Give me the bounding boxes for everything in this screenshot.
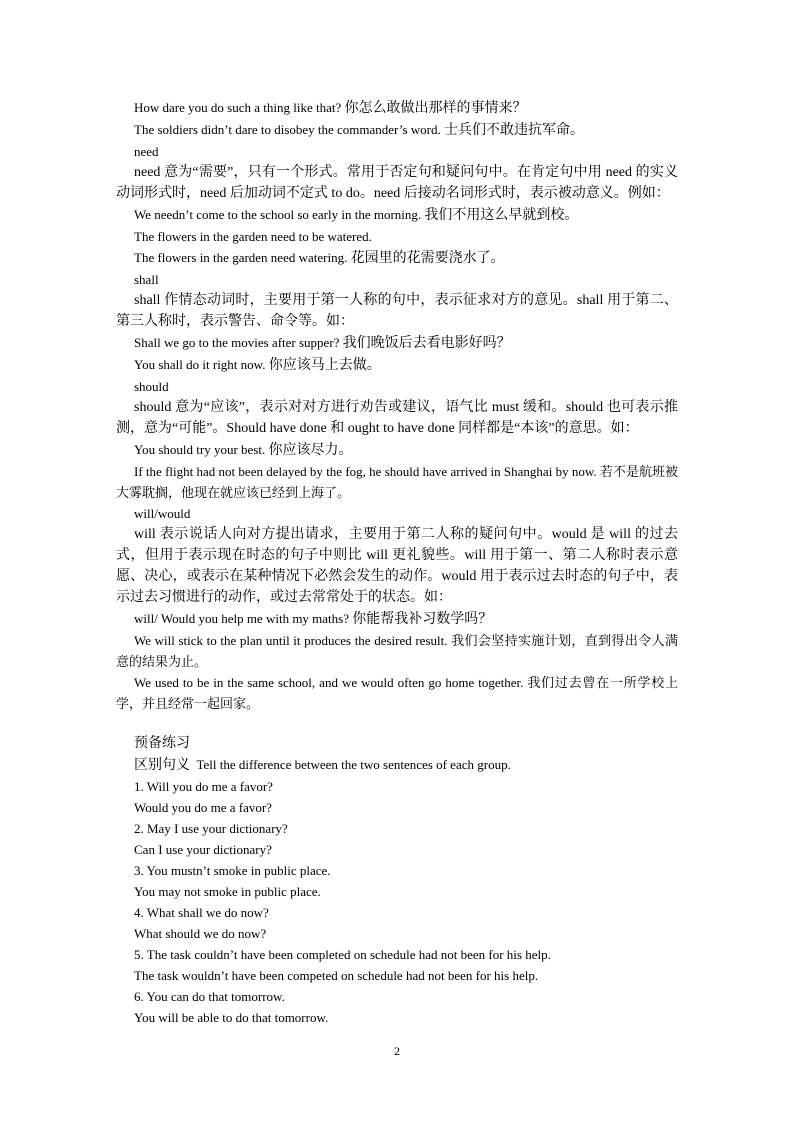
example-english: The soldiers didn’t dare to disobey the commander’s word. (134, 122, 441, 137)
page-content (116, 97, 678, 1028)
need-explanation: need 意为“需要”，只有一个形式。常用于否定句和疑问句中。在肯定句中用 need 的实义动词形式时，need 后加动词不定式 to do。need 后接动名词形式时，表示被动意义。例如： (116, 165, 678, 201)
instruction-chinese: 区别句义 (134, 758, 190, 773)
exercise-item: 1. Will you do me a favor? (134, 779, 273, 794)
exercise-item: 5. The task couldn’t have been completed on schedule had not been for his help. (134, 947, 551, 962)
shall-explanation: shall 作情态动词时，主要用于第一人称的句中，表示征求对方的意见。shall 用于第二、第三人称时，表示警告、命令等。如： (116, 293, 678, 329)
example-english: How dare you do such a thing like that? (134, 100, 342, 115)
exercise-instruction (116, 754, 678, 776)
example-line (116, 119, 678, 141)
example-line (116, 226, 678, 247)
example-english: Shall we go to the movies after supper? (134, 335, 340, 350)
should-explanation: should 意为“应该”，表示对对方进行劝告或建议，语气比 must 缓和。should 也可表示推测，意为“可能”。Should have done 和 ought to have done 同样都是“本该”的意思。如： (116, 400, 678, 436)
example-line (116, 439, 678, 461)
example-line (116, 354, 678, 376)
exercise-item: You may not smoke in public place. (134, 884, 321, 899)
exercise-item: The task wouldn’t have been competed on schedule had not been for his help. (134, 968, 539, 983)
example-english: You should try your best. (134, 442, 266, 457)
will-would-long-example: We used to be in the same school, and we would often go home together. 我们过去曾在一所学校上学，并且经常一起回家。 (116, 675, 678, 711)
should-long-example: If the flight had not been delayed by the fog, he should have arrived in Shanghai by now. 若不是航班被大雾耽搁，他现在就应该已经到上海了。 (116, 464, 678, 500)
example-line (116, 608, 678, 630)
example-chinese: 你能帮我补习数学吗？ (352, 612, 493, 627)
example-line (116, 97, 678, 119)
example-chinese: 花园里的花需要浇水了。 (350, 251, 505, 266)
section-heading-will-would: will/would (134, 506, 191, 521)
example-chinese: 我们晚饭后去看电影好吗？ (342, 336, 511, 351)
exercise-item: Can I use your dictionary? (134, 842, 272, 857)
will-would-explanation: will 表示说话人向对方提出请求，主要用于第二人称的疑问句中。would 是 will 的过去式，但用于表示现在时态的句子中则比 will 更礼貌些。will 用于第一、第二人称时表示意愿、决心，或表示在某种情况下必然会发生的动作。would 用于表示过去时态的句子中，表示过去习惯进行的动作，或过去常常处于的状态。如： (116, 527, 678, 605)
exercise-item: You will be able to do that tomorrow. (134, 1010, 329, 1025)
exercise-item: 2. May I use your dictionary? (134, 821, 288, 836)
example-english: will/ Would you help me with my maths? (134, 611, 350, 626)
section-heading-shall: shall (134, 272, 159, 287)
exercise-item: 4. What shall we do now? (134, 905, 269, 920)
instruction-english: Tell the difference between the two sentences of each group. (196, 757, 511, 772)
example-chinese: 你应该尽力。 (268, 443, 353, 458)
exercise-item: Would you do me a favor? (134, 800, 272, 815)
exercise-item: 6. You can do that tomorrow. (134, 989, 285, 1004)
section-heading-need: need (134, 144, 159, 159)
example-chinese: 你应该马上去做。 (268, 358, 381, 373)
exercise-title: 预备练习 (134, 736, 190, 751)
example-english: The flowers in the garden need watering. (134, 250, 348, 265)
example-line (116, 247, 678, 269)
will-would-long-example: We will stick to the plan until it produces the desired result. 我们会坚持实施计划，直到得出令人满意的结果为止。 (116, 633, 678, 669)
example-chinese: 士兵们不敢违抗军命。 (444, 123, 585, 138)
section-spacer (116, 714, 678, 733)
exercise-item: What should we do now? (134, 926, 267, 941)
example-english: The flowers in the garden need to be watered. (134, 229, 372, 244)
example-line (116, 332, 678, 354)
example-line (116, 204, 678, 226)
example-english: We needn’t come to the school so early in the morning. (134, 207, 422, 222)
page-number: 2 (394, 1044, 400, 1058)
section-heading-should: should (134, 379, 169, 394)
example-chinese: 我们不用这么早就到校。 (424, 208, 579, 223)
example-chinese: 你怎么敢做出那样的事情来？ (344, 101, 527, 116)
exercise-item: 3. You mustn’t smoke in public place. (134, 863, 331, 878)
example-english: You shall do it right now. (134, 357, 266, 372)
